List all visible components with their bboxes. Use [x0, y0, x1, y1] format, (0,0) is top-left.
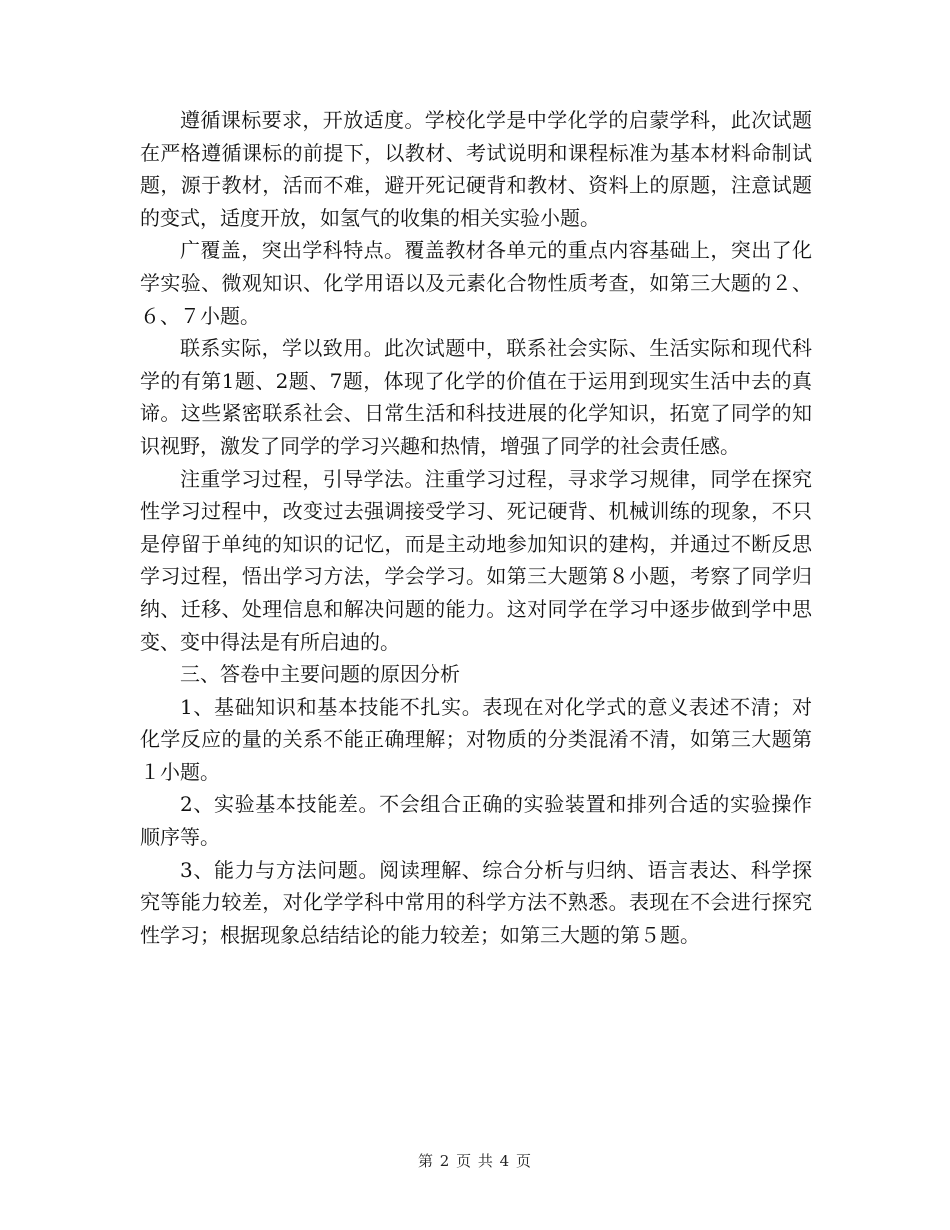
paragraph-2: 广覆盖，突出学科特点。覆盖教材各单元的重点内容基础上，突出了化学实验、微观知识、化学用语以及元素化合物性质考查，如第三大题的２、６、７小题。	[140, 238, 812, 328]
paragraph-8: 3、能力与方法问题。阅读理解、综合分析与归纳、语言表达、科学探究等能力较差，对化学学科中常用的科学方法不熟悉。表现在不会进行探究性学习；根据现象总结结论的能力较差；如第三大题的第５题。	[140, 857, 812, 947]
section-heading: 三、答卷中主要问题的原因分析	[180, 662, 460, 687]
paragraph-4: 注重学习过程，引导学法。注重学习过程，寻求学习规律，同学在探究性学习过程中，改变过去强调接受学习、死记硬背、机械训练的现象，不只是停留于单纯的知识的记忆，而是主动地参加知识的建构，并通过不断反思学习过程，悟出学习方法，学会学习。如第三大题第８小题，考察了同学归纳、迁移、处理信息和解决问题的能力。这对同学在学习中逐步做到学中思变、变中得法是有所启迪的。	[140, 466, 812, 654]
paragraph-3: 联系实际，学以致用。此次试题中，联系社会实际、生活实际和现代科学的有第1题、2题、7题，体现了化学的价值在于运用到现实生活中去的真谛。这些紧密联系社会、日常生活和科技进展的化学知识，拓宽了同学的知识视野，激发了同学的学习兴趣和热情，增强了同学的社会责任感。	[140, 336, 812, 458]
page-number-footer: 第 2 页 共 4 页	[418, 1152, 532, 1170]
paragraph-1: 遵循课标要求，开放适度。学校化学是中学化学的启蒙学科，此次试题在严格遵循课标的前提下，以教材、考试说明和课程标准为基本材料命制试题，源于教材，活而不难，避开死记硬背和教材、资料上的原题，注意试题的变式，适度开放，如氢气的收集的相关实验小题。	[140, 108, 812, 230]
paragraph-7: 2、实验基本技能差。不会组合正确的实验装置和排列合适的实验操作顺序等。	[140, 792, 812, 850]
paragraph-6: 1、基础知识和基本技能不扎实。表现在对化学式的意义表述不清；对化学反应的量的关系不能正确理解；对物质的分类混淆不清，如第三大题第１小题。	[140, 694, 812, 784]
document-body	[140, 104, 812, 951]
